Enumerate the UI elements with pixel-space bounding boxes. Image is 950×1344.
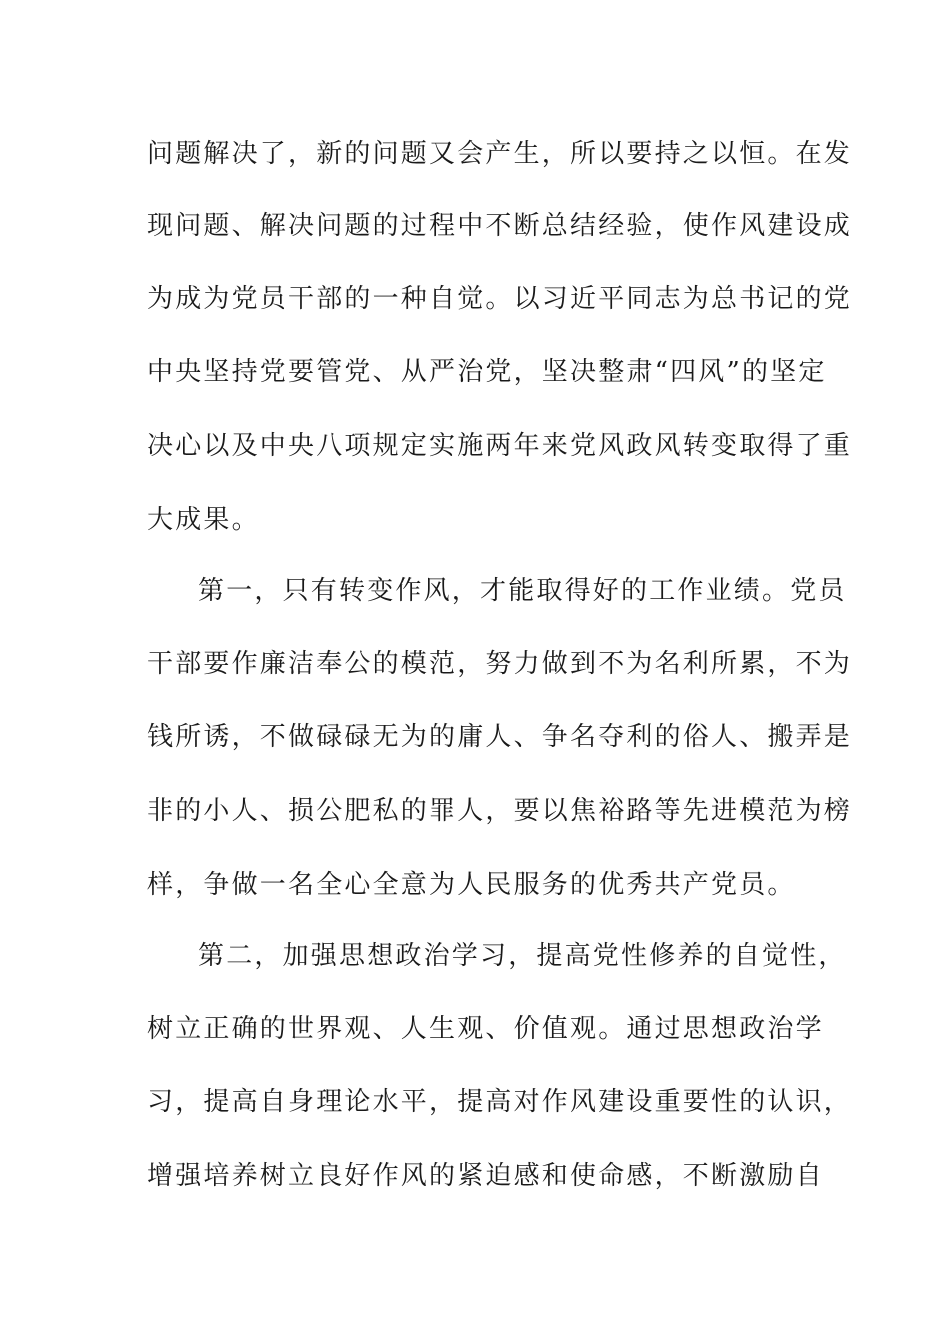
text-line: 为成为党员干部的一种自觉。以习近平同志为总书记的党: [147, 284, 853, 314]
text-line: 大成果。: [147, 505, 260, 535]
text-line: 样，争做一名全心全意为人民服务的优秀共产党员。: [147, 870, 796, 900]
text-line: 中央坚持党要管党、从严治党，坚决整肃“四风”的坚定: [147, 357, 827, 387]
text-line: 非的小人、损公肥私的罪人，要以焦裕路等先进模范为榜: [147, 796, 853, 826]
text-line: 增强培养树立良好作风的紧迫感和使命感，不断激励自: [147, 1161, 824, 1191]
text-line: 问题解决了，新的问题又会产生，所以要持之以恒。在发: [147, 139, 853, 169]
paragraph-first-line: 第二，加强思想政治学习，提高党性修养的自觉性，: [198, 941, 847, 971]
text-line: 习，提高自身理论水平，提高对作风建设重要性的认识，: [147, 1087, 853, 1117]
text-line: 决心以及中央八项规定实施两年来党风政风转变取得了重: [147, 431, 853, 461]
paragraph-first-line: 第一，只有转变作风，才能取得好的工作业绩。党员: [198, 576, 847, 606]
text-line: 现问题、解决问题的过程中不断总结经验，使作风建设成: [147, 211, 853, 241]
text-line: 钱所诱，不做碌碌无为的庸人、争名夺利的俗人、搬弄是: [147, 722, 853, 752]
text-line: 干部要作廉洁奉公的模范，努力做到不为名利所累，不为: [147, 649, 853, 679]
text-line: 树立正确的世界观、人生观、价值观。通过思想政治学: [147, 1014, 824, 1044]
